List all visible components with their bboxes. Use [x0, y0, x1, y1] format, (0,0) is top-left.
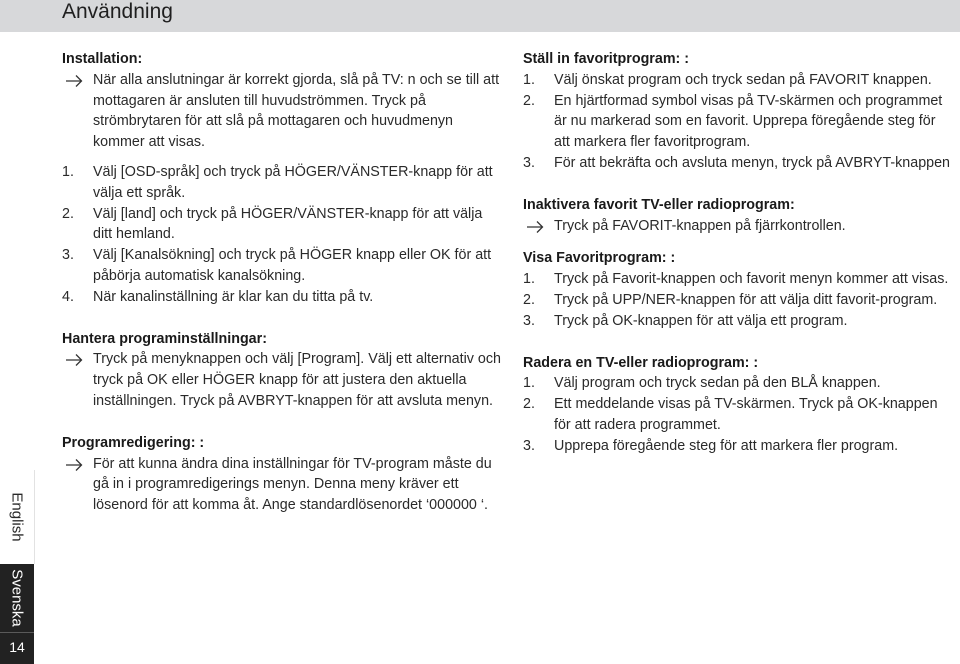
- step-text: Ett meddelande visas på TV-skärmen. Tryck på OK-knappen för att radera programmet.: [554, 396, 938, 433]
- arrow-item-text: Tryck på FAVORIT-knappen på fjärrkontrollen.: [554, 217, 846, 234]
- arrow-item-text: Tryck på menyknappen och välj [Program]. Välj ett alternativ och tryck på OK eller HÖGER knapp för att justera den aktuella inställningen. Tryck på AVBRYT-knappen för att avsluta menyn.: [93, 351, 501, 409]
- arrow-item: [523, 216, 953, 237]
- step-number: 2.: [523, 291, 535, 308]
- arrow-item-text: För att kunna ändra dina inställningar för TV-program måste du gå in i programredigerings menyn. Denna meny kräver ett lösenord för att komma åt. Ange standardlösenordet ‘000000 ‘.: [93, 455, 492, 514]
- page-number: 14: [9, 639, 25, 655]
- numbered-item: [62, 204, 502, 246]
- step-text: En hjärtformad symbol visas på TV-skärmen och programmet är nu markerad som en favorit. Upprepa föregående steg för att markera fler favoritprogram.: [554, 92, 943, 151]
- language-tab-english[interactable]: [0, 470, 35, 564]
- section-disable-favorite: [523, 195, 953, 237]
- arrow-item: [62, 70, 502, 153]
- numbered-item: [523, 290, 953, 311]
- numbered-item: [523, 153, 953, 174]
- numbered-item: [523, 91, 953, 153]
- numbered-item: [62, 162, 502, 204]
- language-tab-english-label: English: [8, 492, 26, 542]
- step-number: 2.: [523, 396, 535, 413]
- numbered-item: [523, 269, 953, 290]
- step-text: Välj program och tryck sedan på den BLÅ knappen.: [554, 375, 881, 392]
- section-installation: [62, 49, 502, 308]
- arrow-item: [62, 454, 502, 516]
- section-title-program-edit: Programredigering: :: [62, 434, 205, 451]
- step-number: 3.: [523, 154, 535, 171]
- step-text: Välj [OSD-språk] och tryck på HÖGER/VÄNSTER-knapp för att välja ett språk.: [93, 163, 493, 201]
- numbered-item: [62, 245, 502, 287]
- arrow-item-text: När alla anslutningar är korrekt gjorda, slå på TV: n och se till att mottagaren är ansluten till huvudströmmen. Tryck på strömbrytaren för att slå på mottagaren och huvudmenyn kommer att visas.: [93, 71, 500, 151]
- step-text: Tryck på Favorit-knappen och favorit menyn kommer att visas.: [554, 271, 949, 288]
- arrow-right-icon: [524, 216, 550, 236]
- step-text: När kanalinställning är klar kan du titta på tv.: [93, 288, 374, 305]
- step-text: Välj [Kanalsökning] och tryck på HÖGER knapp eller OK för att påbörja automatisk kanalsökning.: [93, 247, 492, 284]
- numbered-item: [62, 287, 502, 308]
- section-program-edit: [62, 433, 502, 516]
- step-number: 2.: [62, 205, 74, 222]
- section-title-installation: Installation:: [62, 51, 143, 67]
- step-text: För att bekräfta och avsluta menyn, tryck på AVBRYT-knappen: [554, 154, 951, 171]
- numbered-item: [523, 436, 953, 457]
- step-text: Tryck på OK-knappen för att välja ett program.: [554, 312, 848, 329]
- step-number: 1.: [523, 271, 535, 288]
- step-text: Välj önskat program och tryck sedan på FAVORIT knappen.: [554, 71, 932, 88]
- section-title-disable-favorite: Inaktivera favorit TV-eller radioprogram:: [523, 196, 795, 213]
- step-text: Upprepa föregående steg för att markera fler program.: [554, 437, 899, 454]
- section-show-favorite: [523, 248, 953, 331]
- page-title: Användning: [62, 0, 173, 23]
- section-title-show-favorite: Visa Favoritprogram: :: [523, 250, 676, 267]
- left-column: [62, 49, 502, 537]
- section-title-program-settings: Hantera programinställningar:: [62, 330, 267, 347]
- language-tab-svenska-label: Svenska: [8, 569, 26, 627]
- numbered-item: [523, 311, 953, 332]
- section-set-favorite: [523, 49, 953, 174]
- section-program-settings: [62, 329, 502, 412]
- arrow-right-icon: [63, 70, 89, 90]
- step-number: 3.: [523, 312, 535, 329]
- language-tab-svenska[interactable]: [0, 564, 34, 632]
- arrow-item: [62, 349, 502, 411]
- step-number: 1.: [523, 375, 535, 392]
- arrow-right-icon: [63, 349, 89, 369]
- right-column: [523, 49, 953, 478]
- step-text: Tryck på UPP/NER-knappen för att välja ditt favorit-program.: [554, 291, 938, 308]
- step-number: 4.: [62, 288, 74, 305]
- step-number: 1.: [523, 71, 535, 88]
- arrow-right-icon: [63, 454, 89, 474]
- step-number: 3.: [62, 247, 74, 264]
- step-number: 3.: [523, 437, 535, 454]
- step-text: Välj [land] och tryck på HÖGER/VÄNSTER-knapp för att välja ditt hemland.: [93, 205, 483, 243]
- section-title-delete-program: Radera en TV-eller radioprogram: :: [523, 354, 759, 371]
- numbered-item: [523, 394, 953, 436]
- section-title-set-favorite: Ställ in favoritprogram: :: [523, 51, 690, 67]
- step-number: 2.: [523, 92, 535, 109]
- page-number-box: [0, 632, 34, 664]
- numbered-item: [523, 70, 953, 91]
- section-delete-program: [523, 353, 953, 457]
- step-number: 1.: [62, 163, 74, 180]
- numbered-item: [523, 373, 953, 394]
